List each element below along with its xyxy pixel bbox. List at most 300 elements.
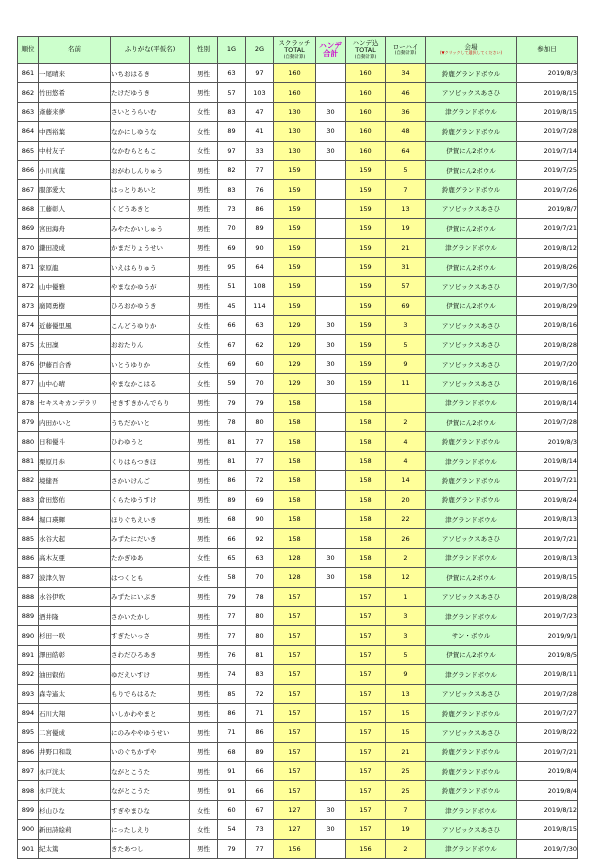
table-row — [18, 626, 578, 645]
cell-date: 2019/8/14 — [517, 393, 578, 412]
cell-scratch-total: 158 — [274, 529, 316, 548]
cell-handicap-total: 158 — [346, 490, 386, 509]
venue-select[interactable]: 鈴鹿グランドボウル — [426, 490, 517, 509]
cell-furigana: さかいけんご — [111, 471, 190, 490]
cell-furigana: たかぎゆあ — [111, 548, 190, 567]
cell-gender: 男性 — [190, 606, 218, 625]
cell-handicap-total: 159 — [346, 257, 386, 276]
cell-rank: 883 — [18, 490, 39, 509]
venue-select[interactable]: アソビックスあさひ — [426, 820, 517, 839]
cell-date: 2019/7/23 — [517, 606, 578, 625]
venue-select[interactable]: 伊賀にん2ボウル — [426, 219, 517, 238]
cell-game1: 51 — [218, 277, 246, 296]
cell-gender: 男性 — [190, 238, 218, 257]
cell-gender: 男性 — [190, 199, 218, 218]
cell-furigana: なかむらともこ — [111, 141, 190, 160]
header-venue — [426, 37, 517, 64]
table-row — [18, 413, 578, 432]
cell-scratch-total: 158 — [274, 471, 316, 490]
cell-name: 宮田海舟 — [39, 219, 111, 238]
venue-select[interactable]: 津グランドボウル — [426, 451, 517, 470]
venue-select[interactable]: アソビックスあさひ — [426, 83, 517, 102]
cell-date: 2019/8/15 — [517, 568, 578, 587]
cell-lowhigh: 46 — [386, 83, 426, 102]
venue-select[interactable]: アソビックスあさひ — [426, 529, 517, 548]
venue-select[interactable]: 津グランドボウル — [426, 393, 517, 412]
cell-game2: 67 — [246, 800, 274, 819]
cell-furigana: はつくとも — [111, 568, 190, 587]
header-scratch-line1: スクラッチ — [278, 38, 311, 47]
table-row — [18, 606, 578, 625]
cell-scratch-total: 159 — [274, 296, 316, 315]
venue-select[interactable]: アソビックスあさひ — [426, 199, 517, 218]
cell-handicap — [316, 257, 346, 276]
venue-select[interactable]: 津グランドボウル — [426, 665, 517, 684]
cell-scratch-total: 160 — [274, 83, 316, 102]
cell-name: 永戸洸太 — [39, 762, 111, 781]
cell-name: 内田かいと — [39, 413, 111, 432]
cell-lowhigh: 21 — [386, 238, 426, 257]
cell-rank: 872 — [18, 277, 39, 296]
cell-name: 小川真龍 — [39, 160, 111, 179]
venue-select[interactable]: 津グランドボウル — [426, 509, 517, 528]
cell-furigana: かまだりょうせい — [111, 238, 190, 257]
cell-rank: 880 — [18, 432, 39, 451]
ranking-table — [17, 36, 578, 859]
cell-rank: 898 — [18, 781, 39, 800]
cell-furigana: みずたにいぶき — [111, 587, 190, 606]
cell-lowhigh: 48 — [386, 122, 426, 141]
cell-rank: 877 — [18, 374, 39, 393]
cell-furigana: さかいたかし — [111, 606, 190, 625]
cell-date: 2019/8/5 — [517, 645, 578, 664]
cell-scratch-total: 130 — [274, 141, 316, 160]
cell-lowhigh: 11 — [386, 374, 426, 393]
venue-select[interactable]: アソビックスあさひ — [426, 587, 517, 606]
cell-scratch-total: 157 — [274, 606, 316, 625]
cell-game2: 71 — [246, 703, 274, 722]
cell-gender: 女性 — [190, 568, 218, 587]
table-row — [18, 587, 578, 606]
cell-lowhigh: 1 — [386, 587, 426, 606]
cell-lowhigh: 7 — [386, 800, 426, 819]
table-row — [18, 393, 578, 412]
cell-game2: 77 — [246, 451, 274, 470]
cell-gender: 男性 — [190, 509, 218, 528]
cell-scratch-total: 156 — [274, 839, 316, 858]
cell-date: 2019/8/7 — [517, 199, 578, 218]
cell-lowhigh: 64 — [386, 141, 426, 160]
table-row — [18, 568, 578, 587]
cell-gender: 男性 — [190, 665, 218, 684]
cell-handicap-total: 159 — [346, 199, 386, 218]
cell-date: 2019/8/22 — [517, 723, 578, 742]
cell-date: 2019/8/16 — [517, 374, 578, 393]
cell-rank: 864 — [18, 122, 39, 141]
table-row — [18, 335, 578, 354]
cell-game2: 77 — [246, 839, 274, 858]
cell-name: 鎌田凌成 — [39, 238, 111, 257]
cell-lowhigh: 4 — [386, 432, 426, 451]
cell-handicap — [316, 684, 346, 703]
table-row — [18, 529, 578, 548]
cell-gender: 男性 — [190, 839, 218, 858]
cell-game1: 86 — [218, 703, 246, 722]
cell-handicap — [316, 665, 346, 684]
cell-rank: 892 — [18, 665, 39, 684]
venue-select[interactable]: 鈴鹿グランドボウル — [426, 122, 517, 141]
header-lowhigh-note: (自動計算) — [394, 51, 417, 57]
cell-scratch-total: 159 — [274, 199, 316, 218]
table-row — [18, 509, 578, 528]
header-lowhigh-line1: ローハイ — [392, 42, 419, 51]
cell-rank: 893 — [18, 684, 39, 703]
cell-name: 杉田一咲 — [39, 626, 111, 645]
cell-gender: 女性 — [190, 354, 218, 373]
cell-name: 竹田悠希 — [39, 83, 111, 102]
venue-select[interactable]: 伊賀にん2ボウル — [426, 257, 517, 276]
cell-name: 中村友子 — [39, 141, 111, 160]
cell-gender: 女性 — [190, 141, 218, 160]
cell-game1: 91 — [218, 762, 246, 781]
cell-rank: 890 — [18, 626, 39, 645]
cell-gender: 男性 — [190, 451, 218, 470]
header-date: 参加日 — [517, 37, 578, 64]
cell-game2: 80 — [246, 413, 274, 432]
cell-handicap — [316, 509, 346, 528]
cell-scratch-total: 129 — [274, 335, 316, 354]
cell-name: 近藤優里風 — [39, 316, 111, 335]
cell-furigana: ほりぐちえいき — [111, 509, 190, 528]
cell-handicap-total: 157 — [346, 587, 386, 606]
cell-name: セキスキカンデラリ — [39, 393, 111, 412]
cell-handicap-total: 159 — [346, 296, 386, 315]
cell-lowhigh: 15 — [386, 723, 426, 742]
cell-scratch-total: 158 — [274, 509, 316, 528]
cell-name: 太田凜 — [39, 335, 111, 354]
table-row — [18, 781, 578, 800]
cell-handicap — [316, 180, 346, 199]
cell-handicap — [316, 393, 346, 412]
cell-rank: 869 — [18, 219, 39, 238]
cell-handicap — [316, 83, 346, 102]
cell-scratch-total: 157 — [274, 684, 316, 703]
cell-scratch-total: 157 — [274, 703, 316, 722]
cell-name: 高木友亜 — [39, 548, 111, 567]
cell-date: 2019/7/30 — [517, 277, 578, 296]
venue-select[interactable]: アソビックスあさひ — [426, 277, 517, 296]
venue-select[interactable]: 鈴鹿グランドボウル — [426, 742, 517, 761]
cell-name: 山中心晴 — [39, 374, 111, 393]
cell-date: 2019/7/21 — [517, 742, 578, 761]
cell-gender: 男性 — [190, 626, 218, 645]
table-row — [18, 83, 578, 102]
cell-scratch-total: 160 — [274, 64, 316, 83]
venue-select[interactable]: 鈴鹿グランドボウル — [426, 432, 517, 451]
cell-rank: 863 — [18, 102, 39, 121]
cell-scratch-total: 158 — [274, 413, 316, 432]
cell-game2: 63 — [246, 548, 274, 567]
cell-lowhigh: 3 — [386, 606, 426, 625]
cell-handicap-total: 159 — [346, 277, 386, 296]
cell-game2: 64 — [246, 257, 274, 276]
cell-rank: 891 — [18, 645, 39, 664]
cell-name: 伊藤百合香 — [39, 354, 111, 373]
cell-rank: 888 — [18, 587, 39, 606]
cell-gender: 男性 — [190, 723, 218, 742]
venue-select[interactable]: 伊賀にん2ボウル — [426, 296, 517, 315]
cell-game1: 78 — [218, 413, 246, 432]
cell-game1: 70 — [218, 219, 246, 238]
venue-select[interactable]: 津グランドボウル — [426, 800, 517, 819]
cell-handicap: 30 — [316, 335, 346, 354]
cell-furigana: いえはらりゅう — [111, 257, 190, 276]
cell-rank: 866 — [18, 160, 39, 179]
venue-select[interactable]: 津グランドボウル — [426, 606, 517, 625]
cell-game1: 85 — [218, 684, 246, 703]
cell-handicap: 30 — [316, 354, 346, 373]
cell-date: 2019/7/30 — [517, 839, 578, 858]
cell-scratch-total: 159 — [274, 160, 316, 179]
cell-handicap-total: 159 — [346, 238, 386, 257]
table-row — [18, 257, 578, 276]
table-row — [18, 800, 578, 819]
cell-rank: 874 — [18, 316, 39, 335]
cell-game1: 83 — [218, 102, 246, 121]
cell-handicap — [316, 606, 346, 625]
cell-furigana: にのみややゆうせい — [111, 723, 190, 742]
cell-game1: 71 — [218, 723, 246, 742]
cell-handicap-total: 158 — [346, 432, 386, 451]
cell-rank: 897 — [18, 762, 39, 781]
cell-game2: 103 — [246, 83, 274, 102]
cell-rank: 889 — [18, 606, 39, 625]
cell-lowhigh: 3 — [386, 626, 426, 645]
cell-rank: 887 — [18, 568, 39, 587]
cell-lowhigh: 3 — [386, 316, 426, 335]
cell-name: 一尾晴来 — [39, 64, 111, 83]
cell-handicap-total: 158 — [346, 529, 386, 548]
cell-game1: 77 — [218, 626, 246, 645]
table-row — [18, 219, 578, 238]
venue-select[interactable]: 鈴鹿グランドボウル — [426, 64, 517, 83]
cell-rank: 878 — [18, 393, 39, 412]
cell-game1: 89 — [218, 490, 246, 509]
cell-game2: 81 — [246, 645, 274, 664]
cell-gender: 男性 — [190, 684, 218, 703]
cell-handicap-total: 157 — [346, 742, 386, 761]
cell-game1: 67 — [218, 335, 246, 354]
venue-select[interactable]: アソビックスあさひ — [426, 723, 517, 742]
cell-game2: 86 — [246, 723, 274, 742]
venue-select[interactable]: 鈴鹿グランドボウル — [426, 471, 517, 490]
cell-scratch-total: 157 — [274, 762, 316, 781]
table-row — [18, 354, 578, 373]
cell-game2: 80 — [246, 606, 274, 625]
cell-date: 2019/8/13 — [517, 548, 578, 567]
cell-furigana: こんどうゆりか — [111, 316, 190, 335]
venue-select[interactable]: 伊賀にん2ボウル — [426, 160, 517, 179]
cell-date: 2019/8/4 — [517, 781, 578, 800]
header-handicap-line1: ハンデ — [319, 41, 342, 51]
cell-game1: 79 — [218, 839, 246, 858]
cell-handicap — [316, 645, 346, 664]
header-scratch-line2: TOTAL — [284, 46, 305, 55]
cell-handicap: 30 — [316, 548, 346, 567]
venue-select[interactable]: 津グランドボウル — [426, 548, 517, 567]
venue-select[interactable]: アソビックスあさひ — [426, 374, 517, 393]
cell-furigana: くりはらつきほ — [111, 451, 190, 470]
cell-furigana: にったしえり — [111, 820, 190, 839]
cell-gender: 男性 — [190, 83, 218, 102]
cell-scratch-total: 158 — [274, 451, 316, 470]
venue-select[interactable]: アソビックスあさひ — [426, 335, 517, 354]
cell-name: 二宮優成 — [39, 723, 111, 742]
header-handicap-total — [346, 37, 386, 64]
cell-lowhigh: 57 — [386, 277, 426, 296]
cell-gender: 男性 — [190, 64, 218, 83]
header-furigana: ふりがな(平仮名) — [111, 37, 190, 64]
cell-name: 水谷伊吹 — [39, 587, 111, 606]
cell-gender: 男性 — [190, 781, 218, 800]
cell-lowhigh: 15 — [386, 703, 426, 722]
cell-furigana: ゆだえいすけ — [111, 665, 190, 684]
cell-date: 2019/8/4 — [517, 762, 578, 781]
cell-scratch-total: 158 — [274, 432, 316, 451]
cell-date: 2019/7/20 — [517, 354, 578, 373]
cell-handicap — [316, 529, 346, 548]
cell-game1: 73 — [218, 199, 246, 218]
cell-scratch-total: 130 — [274, 122, 316, 141]
cell-gender: 女性 — [190, 800, 218, 819]
cell-lowhigh: 22 — [386, 509, 426, 528]
cell-game1: 81 — [218, 451, 246, 470]
cell-rank: 875 — [18, 335, 39, 354]
table-row — [18, 820, 578, 839]
cell-furigana: ひわゆうと — [111, 432, 190, 451]
cell-name: 水谷大起 — [39, 529, 111, 548]
cell-scratch-total: 159 — [274, 219, 316, 238]
cell-handicap — [316, 432, 346, 451]
cell-game2: 90 — [246, 509, 274, 528]
table-row — [18, 296, 578, 315]
cell-handicap — [316, 781, 346, 800]
cell-game1: 68 — [218, 509, 246, 528]
cell-gender: 女性 — [190, 820, 218, 839]
cell-gender: 男性 — [190, 471, 218, 490]
cell-lowhigh: 69 — [386, 296, 426, 315]
cell-handicap — [316, 160, 346, 179]
cell-handicap-total: 157 — [346, 723, 386, 742]
cell-handicap: 30 — [316, 374, 346, 393]
cell-handicap-total: 157 — [346, 781, 386, 800]
cell-scratch-total: 129 — [274, 354, 316, 373]
cell-rank: 876 — [18, 354, 39, 373]
venue-select[interactable]: アソビックスあさひ — [426, 316, 517, 335]
cell-handicap — [316, 471, 346, 490]
cell-handicap — [316, 451, 346, 470]
cell-game1: 74 — [218, 665, 246, 684]
cell-handicap — [316, 490, 346, 509]
cell-game1: 58 — [218, 568, 246, 587]
cell-date: 2019/8/28 — [517, 587, 578, 606]
table-row — [18, 703, 578, 722]
venue-select[interactable]: アソビックスあさひ — [426, 354, 517, 373]
cell-furigana: なかにしゆうな — [111, 122, 190, 141]
cell-name: 服部愛大 — [39, 180, 111, 199]
cell-lowhigh: 5 — [386, 645, 426, 664]
cell-game2: 77 — [246, 160, 274, 179]
cell-game2: 89 — [246, 219, 274, 238]
cell-game2: 97 — [246, 64, 274, 83]
venue-select[interactable]: 津グランドボウル — [426, 839, 517, 858]
cell-handicap: 30 — [316, 141, 346, 160]
cell-game2: 62 — [246, 335, 274, 354]
venue-select[interactable]: 鈴鹿グランドボウル — [426, 762, 517, 781]
cell-furigana: せきすきかんでらり — [111, 393, 190, 412]
cell-name: 倉田悠佑 — [39, 490, 111, 509]
cell-furigana: みずたにだいき — [111, 529, 190, 548]
cell-furigana: やまなかゆうが — [111, 277, 190, 296]
cell-handicap: 30 — [316, 102, 346, 121]
cell-rank: 865 — [18, 141, 39, 160]
venue-select[interactable]: 津グランドボウル — [426, 238, 517, 257]
table-row — [18, 199, 578, 218]
cell-name: 酒井隆 — [39, 606, 111, 625]
venue-select[interactable]: サン・ボウル — [426, 626, 517, 645]
cell-game1: 79 — [218, 393, 246, 412]
venue-select[interactable]: 津グランドボウル — [426, 102, 517, 121]
cell-scratch-total: 128 — [274, 568, 316, 587]
cell-furigana: さわだひろあき — [111, 645, 190, 664]
cell-furigana: ながとこうた — [111, 781, 190, 800]
venue-select[interactable]: 伊賀にん2ボウル — [426, 413, 517, 432]
cell-furigana: おがわしんりゅう — [111, 160, 190, 179]
cell-rank: 901 — [18, 839, 39, 858]
cell-date: 2019/7/28 — [517, 684, 578, 703]
table-row — [18, 141, 578, 160]
table-row — [18, 684, 578, 703]
venue-select[interactable]: 伊賀にん2ボウル — [426, 141, 517, 160]
cell-rank: 870 — [18, 238, 39, 257]
cell-lowhigh: 21 — [386, 742, 426, 761]
table-row — [18, 471, 578, 490]
cell-game1: 66 — [218, 529, 246, 548]
cell-handicap — [316, 413, 346, 432]
cell-game2: 80 — [246, 626, 274, 645]
cell-handicap-total: 157 — [346, 762, 386, 781]
cell-name: 油田叡佑 — [39, 665, 111, 684]
header-game1: 1G — [218, 37, 246, 64]
venue-select[interactable]: 鈴鹿グランドボウル — [426, 703, 517, 722]
cell-lowhigh: 2 — [386, 548, 426, 567]
cell-gender: 男性 — [190, 219, 218, 238]
cell-name: 新田詩絵莉 — [39, 820, 111, 839]
venue-select[interactable]: アソビックスあさひ — [426, 684, 517, 703]
header-handicap-line2: 合計 — [323, 49, 338, 58]
cell-handicap-total: 158 — [346, 568, 386, 587]
venue-select[interactable]: 伊賀にん2ボウル — [426, 568, 517, 587]
cell-name: 永戸洸太 — [39, 781, 111, 800]
venue-select[interactable]: 鈴鹿グランドボウル — [426, 781, 517, 800]
header-venue-note: (▼クリックして選択してください) — [439, 50, 503, 56]
cell-name: 斎藤来夢 — [39, 102, 111, 121]
venue-select[interactable]: 伊賀にん2ボウル — [426, 645, 517, 664]
table-row — [18, 238, 578, 257]
cell-furigana: うちだかいと — [111, 413, 190, 432]
cell-handicap: 30 — [316, 820, 346, 839]
venue-select[interactable]: 鈴鹿グランドボウル — [426, 180, 517, 199]
